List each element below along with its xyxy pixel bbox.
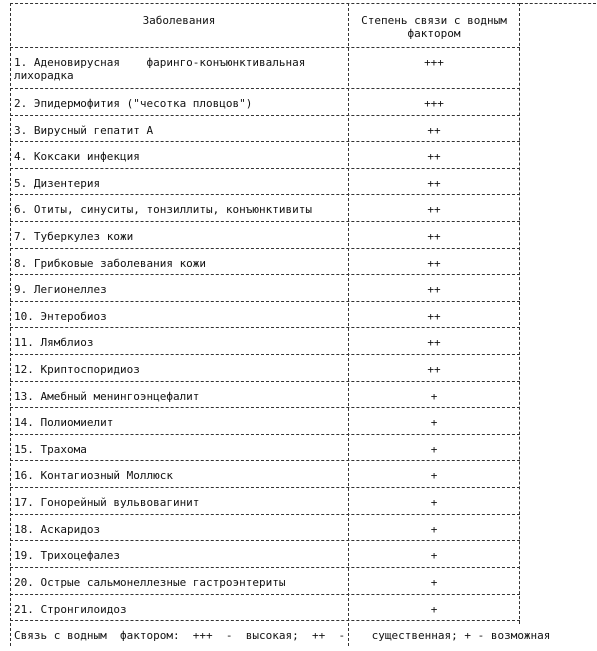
- table-row-degree: +: [430, 443, 438, 456]
- table-row-disease: 6. Отиты, синуситы, тонзиллиты, конъюнктивиты: [14, 203, 313, 216]
- table-row-degree: ++: [427, 230, 441, 243]
- row-divider: [10, 594, 520, 595]
- table-top-border-extension: [520, 3, 596, 4]
- table-row-disease: 7. Туберкулез кожи: [14, 230, 134, 243]
- table-row-disease: 15. Трахома: [14, 443, 87, 456]
- table-row-degree: +: [430, 496, 438, 509]
- table-row-degree: ++: [427, 363, 441, 376]
- row-divider: [10, 248, 520, 249]
- table-row-degree: ++: [427, 150, 441, 163]
- table-row-disease: 17. Гонорейный вульвовагинит: [14, 496, 200, 509]
- table-row-disease: 10. Энтеробиоз: [14, 310, 107, 323]
- row-divider: [10, 567, 520, 568]
- table-row-degree: ++: [427, 310, 441, 323]
- table-row-degree: +: [430, 416, 438, 429]
- table-row-disease: 20. Острые сальмонеллезные гастроэнтериты: [14, 576, 286, 589]
- table-row-degree: ++: [427, 283, 441, 296]
- table-row-disease: 21. Стронгилоидоз: [14, 603, 127, 616]
- row-divider: [10, 407, 520, 408]
- table-row-degree: ++: [427, 177, 441, 190]
- table-right-border: [519, 3, 520, 624]
- table-row-disease: 16. Контагиозный Моллюск: [14, 469, 173, 482]
- row-divider: [10, 460, 520, 461]
- table-row-degree: +: [430, 469, 438, 482]
- row-divider: [10, 141, 520, 142]
- table-left-border: [10, 3, 11, 646]
- table-row-disease: 3. Вирусный гепатит А: [14, 124, 154, 137]
- header-disease: Заболевания: [142, 14, 216, 27]
- legend-footnote: Связь с водным фактором: +++ - высокая; ++ - существенная; + - возможная: [14, 629, 551, 642]
- table-row-degree: +++: [424, 56, 444, 69]
- table-row-disease: 12. Криптоспоридиоз: [14, 363, 140, 376]
- row-divider: [10, 327, 520, 328]
- row-divider: [10, 47, 520, 48]
- table-row-degree: +: [430, 576, 438, 589]
- table-row-disease: 4. Коксаки инфекция: [14, 150, 140, 163]
- row-divider: [10, 88, 520, 89]
- row-divider: [10, 381, 520, 382]
- header-degree: Степень связи с водным фактором: [361, 14, 514, 40]
- row-divider: [10, 540, 520, 541]
- row-divider: [10, 194, 520, 195]
- table-row-disease: 18. Аскаридоз: [14, 523, 101, 536]
- table-row-disease: 2. Эпидермофития ("чесотка пловцов"): [14, 97, 253, 110]
- row-divider: [10, 620, 520, 621]
- table-row-disease: 8. Грибковые заболевания кожи: [14, 257, 207, 270]
- table-row-degree: ++: [427, 124, 441, 137]
- table-row-degree: ++: [427, 257, 441, 270]
- table-row-degree: +++: [424, 97, 444, 110]
- row-divider: [10, 434, 520, 435]
- row-divider: [10, 514, 520, 515]
- row-divider: [10, 168, 520, 169]
- row-divider: [10, 221, 520, 222]
- table-top-border: [10, 3, 520, 4]
- table-row-degree: +: [430, 549, 438, 562]
- table-row-degree: +: [430, 523, 438, 536]
- table-row-disease: 1. Аденовирусная фаринго-конъюнктивальная лихорадка: [14, 56, 313, 82]
- table-row-disease: 9. Легионеллез: [14, 283, 107, 296]
- row-divider: [10, 274, 520, 275]
- table-row-disease: 14. Полиомиелит: [14, 416, 114, 429]
- column-divider: [348, 3, 349, 646]
- table-row-degree: +: [430, 390, 438, 403]
- row-divider: [10, 354, 520, 355]
- row-divider: [10, 301, 520, 302]
- table-row-degree: +: [430, 603, 438, 616]
- table-row-disease: 19. Трихоцефалез: [14, 549, 120, 562]
- table-row-degree: ++: [427, 203, 441, 216]
- table-row-disease: 5. Дизентерия: [14, 177, 101, 190]
- disease-table: [10, 3, 551, 646]
- row-divider: [10, 115, 520, 116]
- table-row-disease: 11. Лямблиоз: [14, 336, 94, 349]
- table-row-disease: 13. Амебный менингоэнцефалит: [14, 390, 200, 403]
- row-divider: [10, 487, 520, 488]
- table-row-degree: ++: [427, 336, 441, 349]
